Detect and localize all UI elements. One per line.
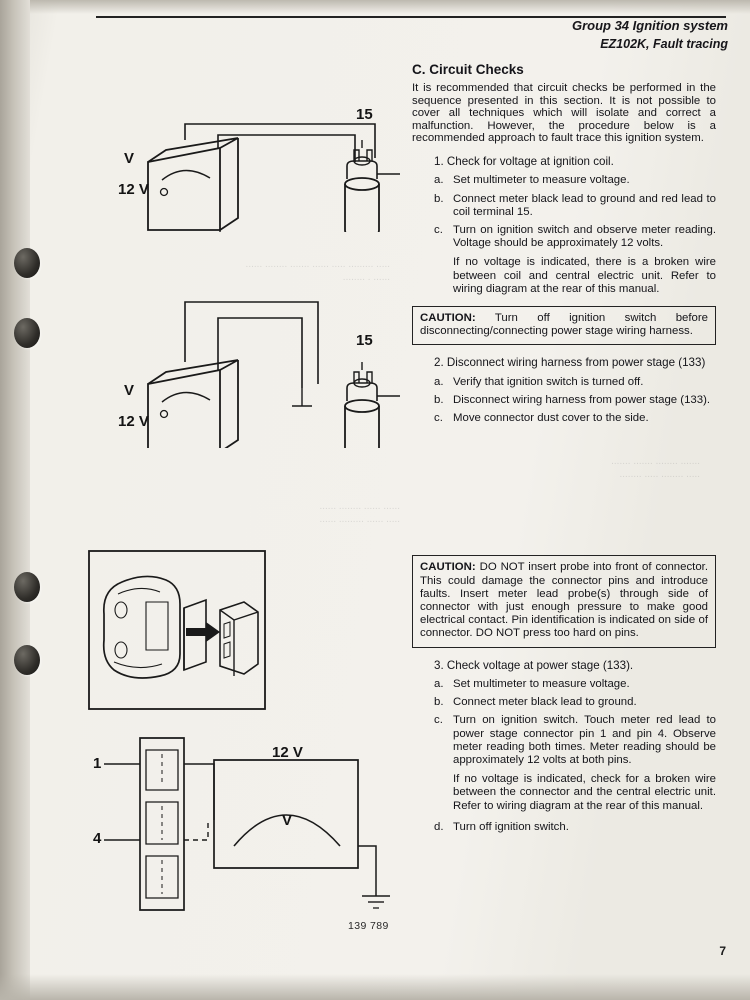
step-3: [412, 659, 716, 672]
bleed-through-text: ..... ......... ..... ...... ....... ........ ...... ...... . ........: [245, 259, 390, 283]
section-intro: It is recommended that circuit checks be performed in the sequence presented in this section. It is not possible to cover all techniques which will isolate and correct a malfunction. However, the procedure below is a recommended approach to fault trace this ignition system.: [412, 82, 716, 145]
substep: [434, 696, 716, 709]
step-block-2: [412, 356, 716, 425]
substep-text: Set multimeter to measure voltage.: [453, 678, 630, 691]
header-subtitle: EZ102K, Fault tracing: [600, 37, 728, 51]
bleed-through-text: ...... ...... ........ ...... ..... ...... ......... ......: [319, 501, 400, 525]
figure-power-stage-connector: [88, 550, 266, 710]
substep-letter: b.: [434, 394, 444, 407]
figure4-pin-top-label: 1: [93, 755, 102, 772]
substep-letter: a.: [434, 174, 444, 187]
figure-coil-terminal-15-test-1: [70, 62, 400, 232]
substep: [434, 224, 716, 250]
figure4-meter-symbol: V: [282, 812, 293, 829]
step-1-note: If no voltage is indicated, there is a broken wire between coil and central electric unit. Refer to wiring diagram at the rear of this manual.: [453, 256, 716, 295]
substep-letter: d.: [434, 820, 444, 833]
step-2-text: Disconnect wiring harness from power stage (133): [446, 356, 706, 370]
substep-letter: c.: [434, 714, 443, 727]
substep: [434, 394, 716, 407]
figure1-voltage-label: 12 V: [118, 181, 149, 198]
page-header: [572, 16, 728, 54]
page-number: 7: [719, 944, 726, 958]
step-1-number: 1.: [434, 154, 444, 168]
substep: [434, 821, 716, 834]
caution-box-2: [412, 555, 716, 647]
substep: [434, 412, 716, 425]
substep: [434, 678, 716, 691]
substep: [434, 174, 716, 187]
step-3-number: 3.: [434, 658, 444, 672]
procedure-column: [412, 62, 716, 839]
figure4-pin-bottom-label: 4: [93, 830, 102, 847]
substep-text: Set multimeter to measure voltage.: [453, 174, 630, 187]
substep: [434, 193, 716, 219]
caution-label: CAUTION:: [420, 561, 476, 574]
figure1-terminal-label: 15: [356, 106, 373, 123]
figure4-voltage-label: 12 V: [272, 744, 303, 761]
step-2-number: 2.: [434, 356, 444, 370]
substep-text: Turn on ignition switch and observe meter reading. Voltage should be approximately 12 volts.: [453, 223, 716, 250]
substep-letter: b.: [434, 696, 444, 709]
caution-box-1: [412, 306, 716, 345]
substep-text: Move connector dust cover to the side.: [453, 412, 649, 425]
substep-text: Disconnect wiring harness from power stage (133).: [453, 394, 711, 407]
step-3-note: If no voltage is indicated, check for a broken wire between the connector and the central electric unit. Refer to wiring diagram at the rear of this manual.: [453, 773, 716, 812]
step-2: [412, 356, 716, 369]
figure2-meter-symbol: V: [124, 382, 135, 399]
substep-text: Turn on ignition switch. Touch meter red lead to power stage connector pin 1 and pin 4. Observe meter reading both times. Meter reading should be approximately 12 volts at both pins.: [453, 714, 716, 767]
step-3-substeps-cont: [434, 821, 716, 834]
substep-letter: c.: [434, 223, 443, 236]
substep-text: Turn off ignition switch.: [453, 820, 569, 833]
substep: [434, 376, 716, 389]
step-1: [412, 155, 716, 168]
bleed-through-text: ....... ........ ....... ....... ..... ........ ..... ........: [611, 456, 700, 480]
caution-text: DO NOT insert probe into front of connector. This could damage the connector pins and introduce faults. Insert meter lead probe(s) through side of connector with just enough pressure to make good electrical contact. Pin identification is indicated on side of connector. DO NOT press too hard on pins.: [420, 561, 708, 640]
section-title: C. Circuit Checks: [412, 62, 524, 77]
step-3-text: Check voltage at power stage (133).: [446, 658, 634, 672]
figure-pin-voltage-test: [88, 728, 398, 918]
substep-text: Connect meter black lead to ground and red lead to coil terminal 15.: [453, 192, 716, 218]
substep: [434, 714, 716, 767]
step-block-3: [412, 659, 716, 834]
step-1-substeps: [434, 174, 716, 250]
substep-letter: a.: [434, 678, 444, 691]
substep-letter: a.: [434, 375, 444, 388]
step-1-text: Check for voltage at ignition coil.: [446, 154, 614, 168]
caution-text: Turn off ignition switch before disconnecting/connecting power stage wiring harness.: [420, 312, 708, 338]
document-code: 139 789: [348, 920, 389, 932]
caution-label: CAUTION:: [420, 312, 476, 324]
substep-text: Connect meter black lead to ground.: [453, 696, 637, 709]
figure2-voltage-label: 12 V: [118, 413, 149, 430]
step-3-substeps: [434, 678, 716, 767]
step-block-1: [412, 155, 716, 296]
substep-letter: c.: [434, 412, 443, 425]
header-group-title: Group 34 Ignition system: [571, 18, 728, 33]
substep-letter: b.: [434, 192, 444, 205]
substep-text: Verify that ignition switch is turned off.: [453, 375, 644, 388]
figure2-terminal-label: 15: [356, 332, 373, 349]
figure1-meter-symbol: V: [124, 150, 135, 167]
step-2-substeps: [434, 376, 716, 426]
